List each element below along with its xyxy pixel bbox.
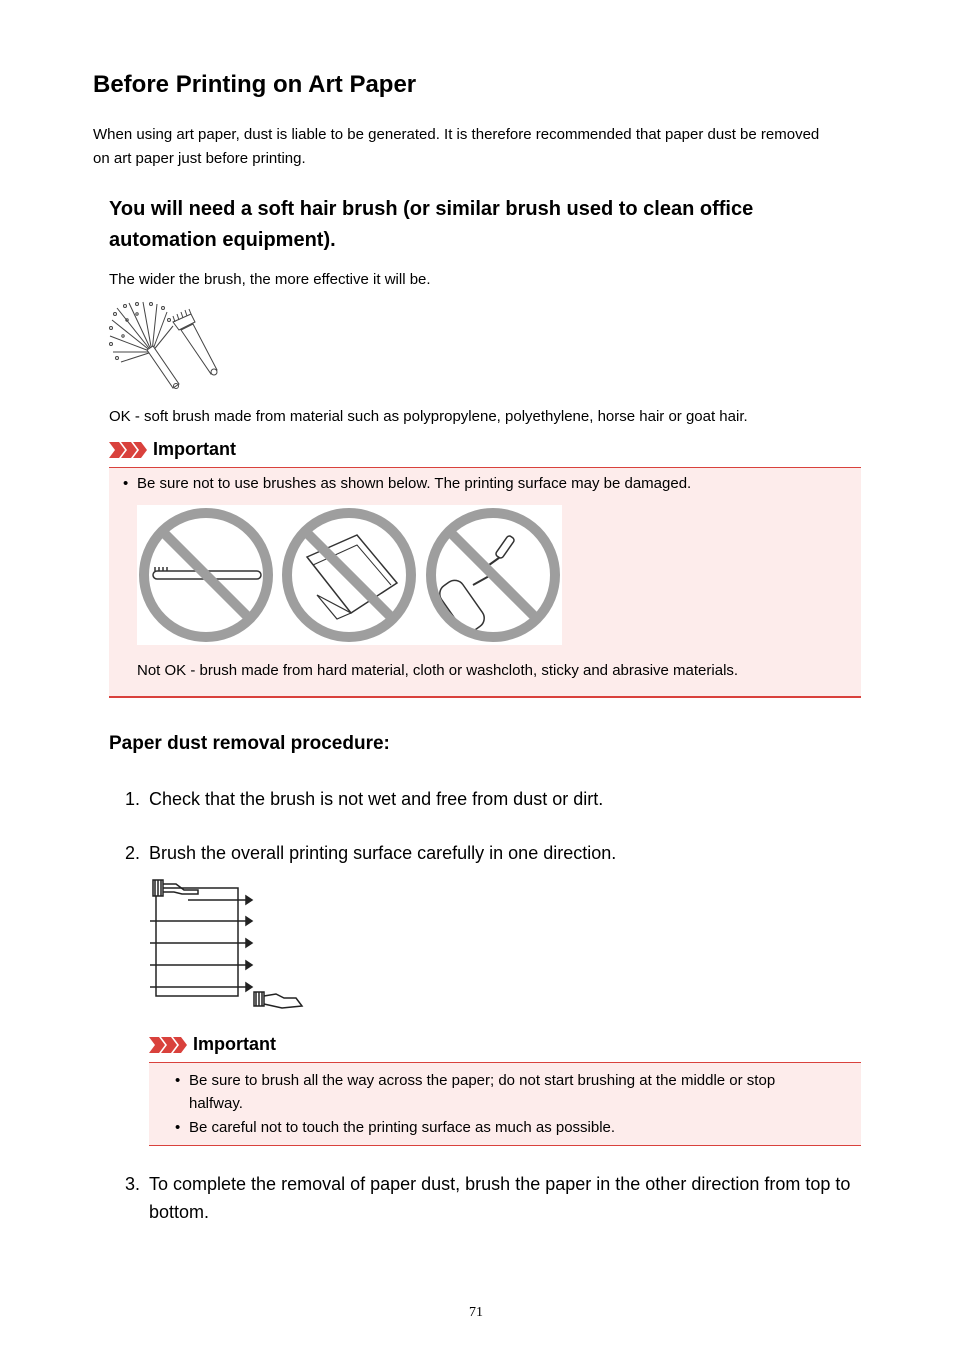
important-box-1 xyxy=(109,467,861,698)
step-1 xyxy=(125,785,603,813)
bullet-text: Be careful not to touch the printing surface as much as possible. xyxy=(189,1119,616,1136)
important1-bullet-text: Be sure not to use brushes as shown below. The printing surface may be damaged. xyxy=(137,475,692,492)
step-number: 3. xyxy=(125,1174,141,1194)
important2-bullet-2 xyxy=(175,1116,615,1139)
step-number: 2. xyxy=(125,843,141,863)
bullet-dot: • xyxy=(175,1072,181,1089)
page-title: Before Printing on Art Paper xyxy=(93,71,417,98)
important2-bullet-1 xyxy=(175,1069,835,1115)
step-2 xyxy=(125,839,616,867)
brush-section-heading xyxy=(109,194,753,256)
feather-duster-icon xyxy=(110,302,180,389)
step-3-line-1: To complete the removal of paper dust, brush the paper in the other direction from top to xyxy=(149,1174,851,1194)
step-text: Brush the overall printing surface carefully in one direction. xyxy=(149,843,617,863)
step-3-line-2: bottom. xyxy=(149,1202,210,1222)
intro-paragraph: When using art paper, dust is liable to be generated. It is therefore recommended that paper dust be removed on art paper just before printing. xyxy=(93,126,820,167)
bullet-line-2: halfway. xyxy=(189,1095,243,1112)
step-number: 1. xyxy=(125,789,141,809)
end-brush-hand-icon xyxy=(254,992,302,1008)
brushing-direction-diagram xyxy=(148,876,308,1016)
direction-arrows xyxy=(150,896,252,991)
important-box-2 xyxy=(149,1062,861,1146)
important-arrows-icon xyxy=(109,440,149,460)
important-header-1 xyxy=(109,439,236,460)
page-number: 71 xyxy=(469,1305,483,1320)
bullet-dot: • xyxy=(123,475,129,492)
brush-width-note: The wider the brush, the more effective it will be. xyxy=(109,271,431,288)
important-label-1: Important xyxy=(153,439,236,459)
important-label-2: Important xyxy=(193,1034,276,1054)
brush-heading-line2: automation equipment). xyxy=(109,229,336,251)
soft-brushes-illustration xyxy=(107,300,225,392)
ok-brush-caption: OK - soft brush made from material such as polypropylene, polyethylene, horse hair or goat hair. xyxy=(109,408,748,425)
bullet-text xyxy=(189,1069,775,1115)
important-header-2 xyxy=(149,1034,276,1055)
not-ok-caption: Not OK - brush made from hard material, cloth or washcloth, sticky and abrasive materials. xyxy=(137,662,739,679)
bullet-line-1: Be sure to brush all the way across the paper; do not start brushing at the middle or stop xyxy=(189,1072,776,1089)
step-text xyxy=(149,1170,850,1226)
prohibited-materials-illustration xyxy=(137,505,562,645)
procedure-heading: Paper dust removal procedure: xyxy=(109,733,390,754)
bullet-dot: • xyxy=(175,1119,181,1136)
step-3 xyxy=(125,1170,850,1226)
step-text: Check that the brush is not wet and free from dust or dirt. xyxy=(149,789,604,809)
brush-heading-line1: You will need a soft hair brush (or similar brush used to clean office xyxy=(109,198,754,220)
important-bullet xyxy=(123,472,691,495)
flat-brush-icon xyxy=(173,309,217,375)
important-arrows-icon xyxy=(149,1035,189,1055)
